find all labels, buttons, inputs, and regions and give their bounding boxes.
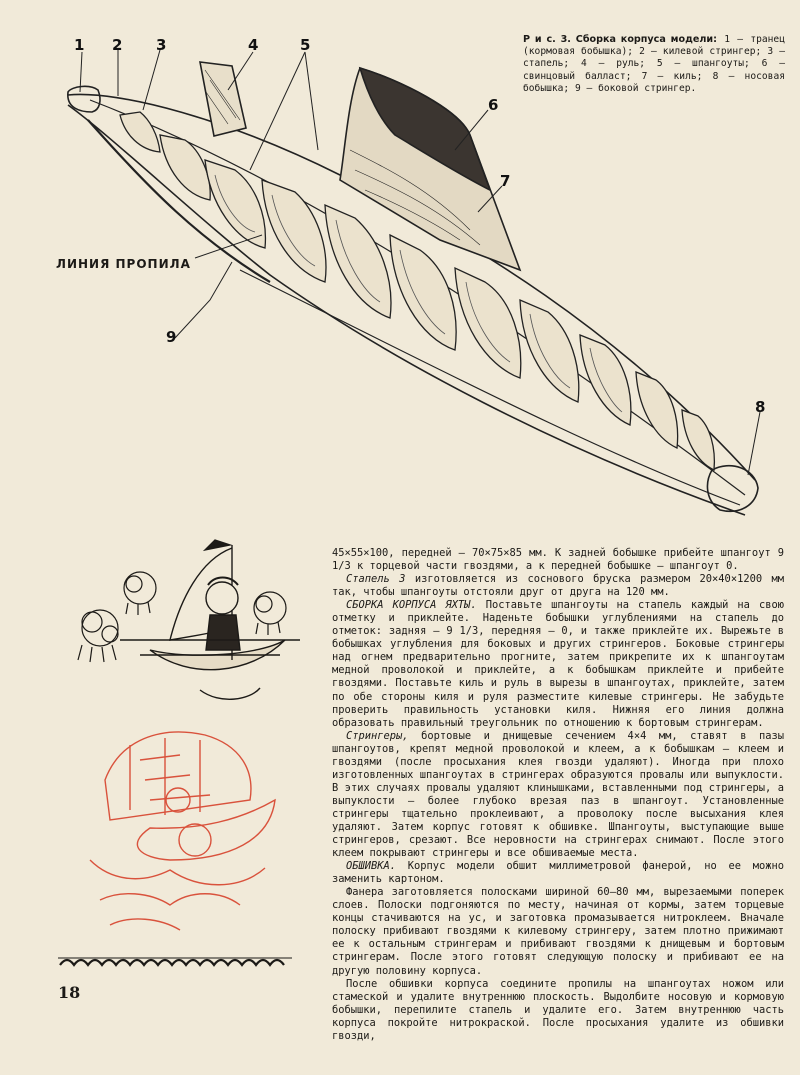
- wave-border: [58, 958, 292, 965]
- paragraph-4: [332, 730, 784, 860]
- paragraph-5-text: Корпус модели обшит миллиметровой фанерой, но ее можно заменить картоном.: [332, 860, 784, 886]
- callout-3: 3: [156, 36, 167, 54]
- paragraph-1: 45×55×100, передней — 70×75×85 мм. К задней бобышке прибейте шпангоут 9 1/3 к торцевой части гвоздями, а к передней бобышке — шпангоут 0.: [332, 547, 784, 573]
- callout-2: 2: [112, 36, 123, 54]
- callout-5: 5: [300, 36, 311, 54]
- caption-title: Р и с. 3. Сборка корпуса модели:: [523, 34, 717, 45]
- article-body: [332, 547, 784, 1043]
- callout-8: 8: [755, 398, 766, 416]
- paragraph-5: [332, 860, 784, 886]
- callout-9: 9: [166, 328, 177, 346]
- paragraph-2-text: изготовляется из соснового бруска размером 20×40×1200 мм так, чтобы шпангоуты отстояли друг от друга на 120 мм.: [332, 573, 784, 599]
- paragraph-3-text: Поставьте шпангоуты на стапель каждый на свою отметку и приклейте. Наденьте бобышки углублениями на стапель до отметок: задняя — 9 1/3, передняя — 0, и также приклейте их. Вырежьте в бобышках углубления для боковых и других стрингеров. Боковые стрингеры над огнем предварительно прогните, затем прикрепите их к шпангоутам медной проволокой и приклейте, а к бобышкам приклейте и прибейте гвоздями. Поставьте киль и руль в вырезы в шпангоутах, приклейте, затем по обе стороны киля и руля разместите килевые стрингеры. Не забудьте проверить правильность установки киля. Нижняя его линия должна образовать правильный треугольник по отношению к бортовым стрингерам.: [332, 599, 784, 729]
- caption-text: 1 — транец (кормовая бобышка); 2 — килевой стрингер; 3 — стапель; 4 — руль; 5 — шпангоуты; 6 — свинцовый балласт; 7 — киль; 8 — носовая бобышка; 9 — боковой стрингер.: [523, 34, 785, 94]
- page-number: 18: [58, 983, 81, 1002]
- paragraph-3: [332, 599, 784, 729]
- paragraph-2: [332, 573, 784, 599]
- tree-icon: [78, 572, 286, 662]
- callout-7: 7: [500, 172, 511, 190]
- figure-caption: [523, 34, 785, 95]
- paragraph-2-heading: Стапель 3: [346, 573, 406, 586]
- pirate-ship-illustration: [90, 732, 275, 930]
- callout-6: 6: [488, 96, 499, 114]
- paragraph-7: После обшивки корпуса соедините пропилы на шпангоутах ножом или стамеской и удалите внутреннюю плоскость. Выдолбите носовую и кормовую бобышки, перепилите стапель и удалите его. Затем внутреннюю часть корпуса покройте нитрокраской. После просыхания удалите из обшивки гвозди,: [332, 977, 784, 1042]
- paragraph-4-text: бортовые и днищевые сечением 4×4 мм, ставят в пазы шпангоутов, крепят медной проволокой и клеем, а к бобышкам — клеем и гвоздями (после просыхания клея гвозди удаляют). Иногда при плохо изготовленных шпангоутах в стрингерах образуются провалы или выпуклости. В этих случаях провалы удаляют клинышками, вставленными под стрингеры, а выпуклости — более глубоко врезая паз в шпангоут. Установленные стрингеры тщательно проклеивают, а проволоку после высыхания клея удаляют. Затем корпус готовят к обшивке. Шпангоуты, выступающие выше стрингеров, срезают. Все неровности на стрингерах снимают. После этого клеем покрывают стрингеры и все обшиваемые места.: [332, 729, 784, 860]
- callout-4: 4: [248, 36, 259, 54]
- paragraph-4-heading: Стрингеры,: [346, 729, 409, 742]
- boy-in-sailboat-icon: [120, 540, 300, 699]
- paragraph-3-heading: СБОРКА КОРПУСА ЯХТЫ.: [346, 599, 477, 612]
- cut-line-label: ЛИНИЯ ПРОПИЛА: [56, 257, 191, 271]
- callout-1: 1: [74, 36, 85, 54]
- paragraph-5-heading: ОБШИВКА.: [346, 860, 397, 873]
- paragraph-6: Фанера заготовляется полосками шириной 60—80 мм, вырезаемыми поперек слоев. Полоски подгоняются по месту, начиная от кормы, затем торцевые концы стачиваются на ус, и заготовка промазывается нитроклеем. Вначале полоску прибивают гвоздями к килевому стрингеру, затем плотно прижимают ее к остальным стрингерам и прибивают гвоздями к днищевым и бортовым стрингерам. После этого готовят следующую полоску и прибивают ее на другую половину корпуса.: [332, 886, 784, 977]
